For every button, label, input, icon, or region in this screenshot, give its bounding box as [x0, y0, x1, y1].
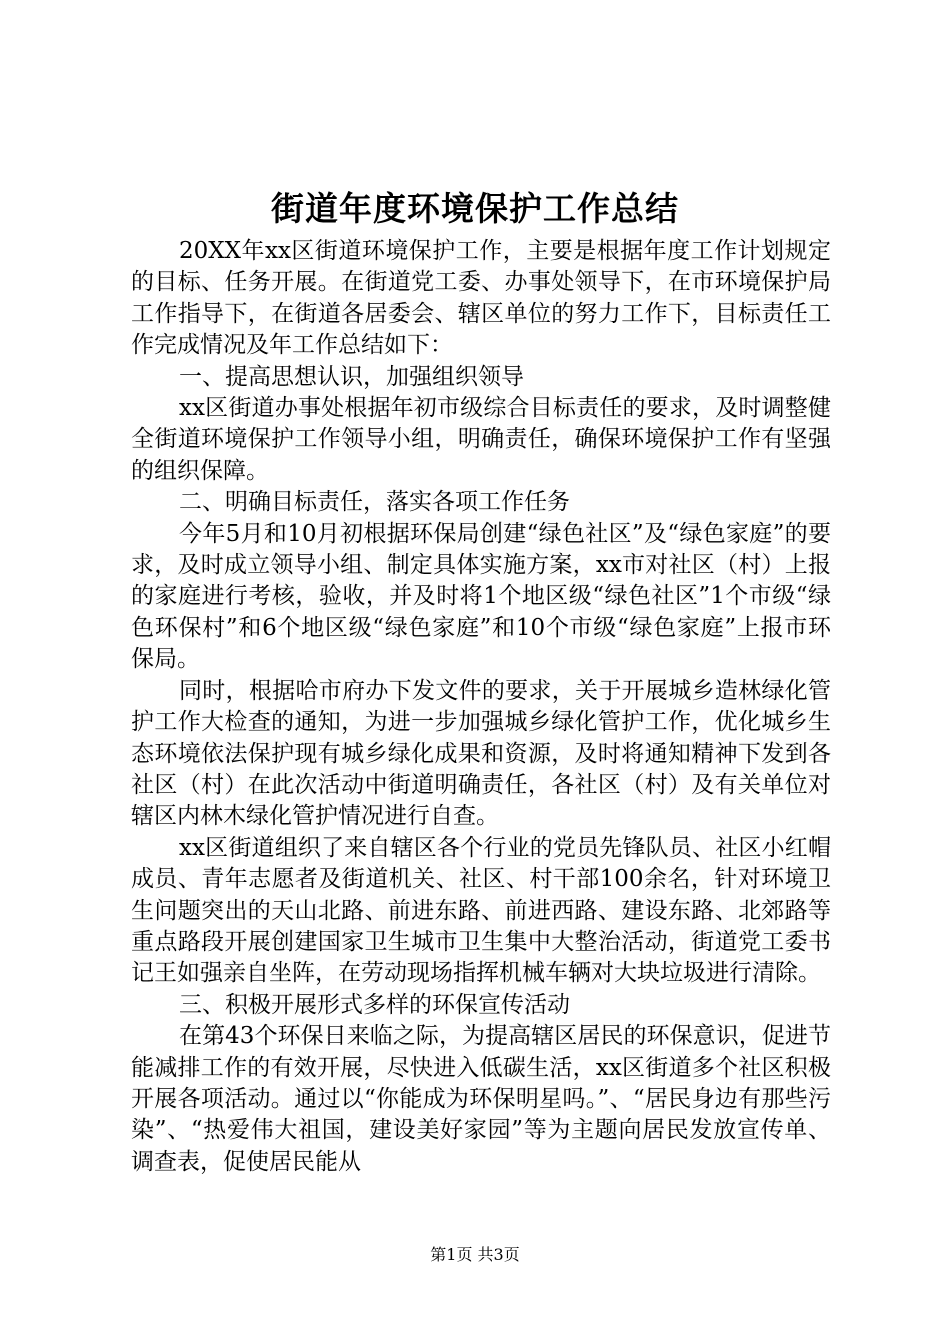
document-title: 街道年度环境保护工作总结 — [271, 189, 679, 228]
paragraph: 今年5月和10月初根据环保局创建“绿色社区”及“绿色家庭”的要求，及时成立领导小组、制定具体实施方案，xx市对社区（村）上报的家庭进行考核，验收，并及时将1个地区级“绿色社区”1个市级“绿色环保村”和6个地区级“绿色家庭”和10个市级“绿色家庭”上报市环保局。 — [131, 520, 831, 673]
paragraph: 20XX年xx区街道环境保护工作，主要是根据年度工作计划规定的目标、任务开展。在街道党工委、办事处领导下，在市环境保护局工作指导下，在街道各居委会、辖区单位的努力工作下，目标责任工作完成情况及年工作总结如下： — [131, 238, 831, 359]
paragraph: 在第43个环保日来临之际，为提高辖区居民的环保意识，促进节能减排工作的有效开展，尽快进入低碳生活，xx区街道多个社区积极开展各项活动。通过以“你能成为环保明星吗。”、“居民身边有那些污染”、“热爱伟大祖国，建设美好家园”等为主题向居民发放宣传单、调查表，促使居民能从 — [131, 1023, 831, 1175]
section-heading: 一、提高思想认识，加强组织领导 — [179, 363, 524, 390]
section-heading: 二、明确目标责任，落实各项工作任务 — [179, 489, 570, 516]
paragraph: xx区街道办事处根据年初市级综合目标责任的要求，及时调整健全街道环境保护工作领导小组，明确责任，确保环境保护工作有坚强的组织保障。 — [131, 395, 831, 484]
paragraph: 同时，根据哈市府办下发文件的要求，关于开展城乡造林绿化管护工作大检查的通知，为进一步加强城乡绿化管护工作，优化城乡生态环境依法保护现有城乡绿化成果和资源，及时将通知精神下发到各社区（村）在此次活动中街道明确责任，各社区（村）及有关单位对辖区内林木绿化管护情况进行自查。 — [131, 677, 831, 830]
document-body — [131, 236, 831, 1178]
paragraph: xx区街道组织了来自辖区各个行业的党员先锋队员、社区小红帽成员、青年志愿者及街道机关、社区、村干部100余名，针对环境卫生问题突出的天山北路、前进东路、前进西路、建设东路、北郊路等重点路段开展创建国家卫生城市卫生集中大整治活动，街道党工委书记王如强亲自坐阵，在劳动现场指挥机械车辆对大块垃圾进行清除。 — [131, 834, 831, 987]
section-heading: 三、积极开展形式多样的环保宣传活动 — [179, 991, 570, 1018]
page-number-footer: 第1页 共3页 — [430, 1245, 520, 1264]
